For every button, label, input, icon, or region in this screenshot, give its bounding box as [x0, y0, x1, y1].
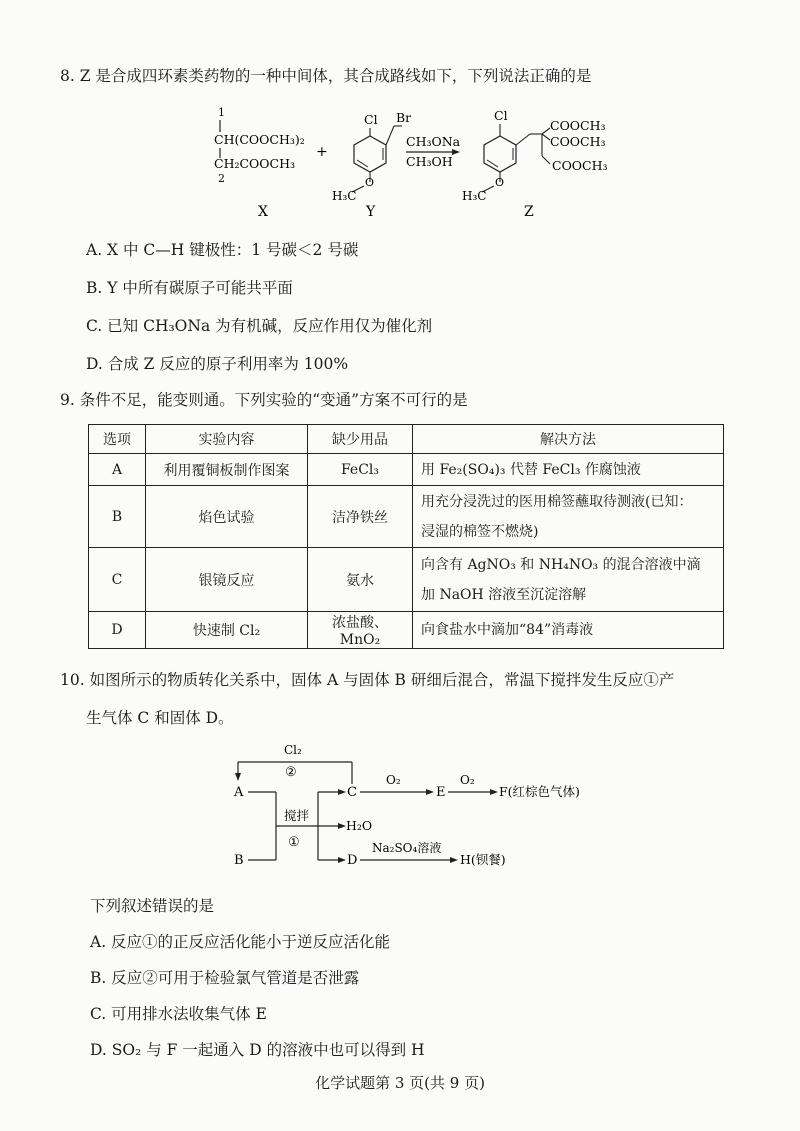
- table-row: [89, 486, 724, 548]
- node-h: H(钡餐): [460, 852, 506, 867]
- q8-stem: 8. Z 是合成四环素类药物的一种中间体，其合成路线如下，下列说法正确的是: [60, 67, 592, 85]
- row-missing: 浓盐酸、MnO₂: [308, 612, 413, 649]
- q10-option-c: C. 可用排水法收集气体 E: [90, 1005, 267, 1023]
- header-missing: 缺少用品: [308, 425, 413, 454]
- row-missing: 洁净铁丝: [308, 486, 413, 548]
- o2-label-2: O₂: [460, 773, 475, 787]
- solution-line: 用充分浸洗过的医用棉签蘸取待测液(已知：: [421, 493, 693, 510]
- reagent-bottom: CH₃OH: [406, 154, 453, 169]
- node-b: B: [234, 853, 244, 868]
- solution-line: 向食盐水中滴加“84”消毒液: [421, 622, 594, 638]
- z-ester-2: COOCH₃: [550, 134, 606, 149]
- svg-text:O: O: [365, 176, 375, 189]
- node-a: A: [234, 785, 244, 800]
- cl2-label: Cl₂: [284, 743, 302, 757]
- table-header-row: [89, 425, 724, 454]
- z-compound-label: Z: [524, 204, 534, 220]
- row-missing: FeCl₃: [308, 454, 413, 486]
- o2-label-1: O₂: [386, 773, 401, 787]
- q9-experiment-table: [88, 424, 724, 649]
- x-line1: CH(COOCH₃)₂: [214, 132, 305, 147]
- q8-option-c: C. 已知 CH₃ONa 为有机碱，反应作用仅为催化剂: [86, 317, 433, 335]
- na2so4-label: Na₂SO₄溶液: [372, 841, 442, 855]
- row-solution: [413, 612, 724, 649]
- plus-sign: +: [316, 144, 328, 160]
- stir-label: 搅拌: [284, 808, 310, 823]
- q10-conversion-diagram: [226, 740, 626, 874]
- y-chlorine: Cl: [364, 112, 378, 127]
- q8-option-b: B. Y 中所有碳原子可能共平面: [86, 279, 293, 297]
- q9-stem: 9. 条件不足，能变则通。下列实验的“变通”方案不可行的是: [60, 391, 468, 409]
- solution-line: 浸湿的棉签不燃烧): [421, 523, 539, 540]
- row-content: 利用覆铜板制作图案: [146, 454, 308, 486]
- node-c: C: [347, 785, 357, 800]
- row-option: B: [89, 486, 146, 548]
- row-missing: 氨水: [308, 548, 413, 612]
- node-e: E: [436, 785, 446, 800]
- header-option: 选项: [89, 425, 146, 454]
- x-carbon-1-label: 1: [218, 106, 225, 119]
- z-chlorine: Cl: [494, 108, 508, 123]
- reaction-1-marker: ①: [288, 835, 300, 850]
- z-ester-1: COOCH₃: [550, 118, 606, 133]
- row-solution: [413, 548, 724, 612]
- y-methoxy: H₃C: [332, 189, 357, 203]
- svg-text:O: O: [495, 176, 505, 189]
- solution-line: 用 Fe₂(SO₄)₃ 代替 FeCl₃ 作腐蚀液: [421, 461, 641, 478]
- page-footer: 化学试题第 3 页(共 9 页): [315, 1074, 485, 1092]
- x-carbon-2-label: 2: [218, 172, 225, 185]
- x-line2: CH₂COOCH₃: [214, 156, 296, 171]
- q10-option-a: A. 反应①的正反应活化能小于逆反应活化能: [90, 933, 391, 951]
- q10-option-b: B. 反应②可用于检验氯气管道是否泄露: [90, 969, 360, 987]
- z-ester-3: COOCH₃: [552, 158, 608, 173]
- x-compound-label: X: [258, 204, 268, 220]
- row-solution: [413, 486, 724, 548]
- node-f: F(红棕色气体): [499, 784, 580, 799]
- table-row: [89, 454, 724, 486]
- header-content: 实验内容: [146, 425, 308, 454]
- row-content: 银镜反应: [146, 548, 308, 612]
- q10-prompt: 下列叙述错误的是: [90, 897, 215, 915]
- solution-line: 向含有 AgNO₃ 和 NH₄NO₃ 的混合溶液中滴: [421, 556, 701, 573]
- table-row: [89, 612, 724, 649]
- solution-line: 加 NaOH 溶液至沉淀溶解: [421, 586, 587, 603]
- z-methoxy: H₃C: [462, 189, 487, 203]
- reaction-2-marker: ②: [285, 765, 297, 780]
- row-content: 焰色试验: [146, 486, 308, 548]
- node-d: D: [347, 853, 358, 868]
- q10-option-d: D. SO₂ 与 F 一起通入 D 的溶液中也可以得到 H: [90, 1041, 425, 1059]
- q10-stem-line2: 生气体 C 和固体 D。: [86, 709, 234, 727]
- header-solution: 解决方法: [413, 425, 724, 454]
- reagent-top: CH₃ONa: [406, 134, 461, 149]
- row-option: D: [89, 612, 146, 649]
- row-solution: [413, 454, 724, 486]
- q8-option-a: A. X 中 C—H 键极性：1 号碳＜2 号碳: [86, 241, 359, 259]
- h2o-product: H₂O: [346, 818, 373, 833]
- y-bromine: Br: [396, 110, 412, 125]
- row-content: 快速制 Cl₂: [146, 612, 308, 649]
- q8-option-d: D. 合成 Z 反应的原子利用率为 100%: [86, 355, 349, 373]
- q10-stem-line1: 10. 如图所示的物质转化关系中，固体 A 与固体 B 研细后混合，常温下搅拌发生反应①产: [60, 671, 675, 689]
- row-option: C: [89, 548, 146, 612]
- y-compound-label: Y: [366, 204, 376, 220]
- table-row: [89, 548, 724, 612]
- q8-synthesis-scheme: [180, 104, 640, 224]
- row-option: A: [89, 454, 146, 486]
